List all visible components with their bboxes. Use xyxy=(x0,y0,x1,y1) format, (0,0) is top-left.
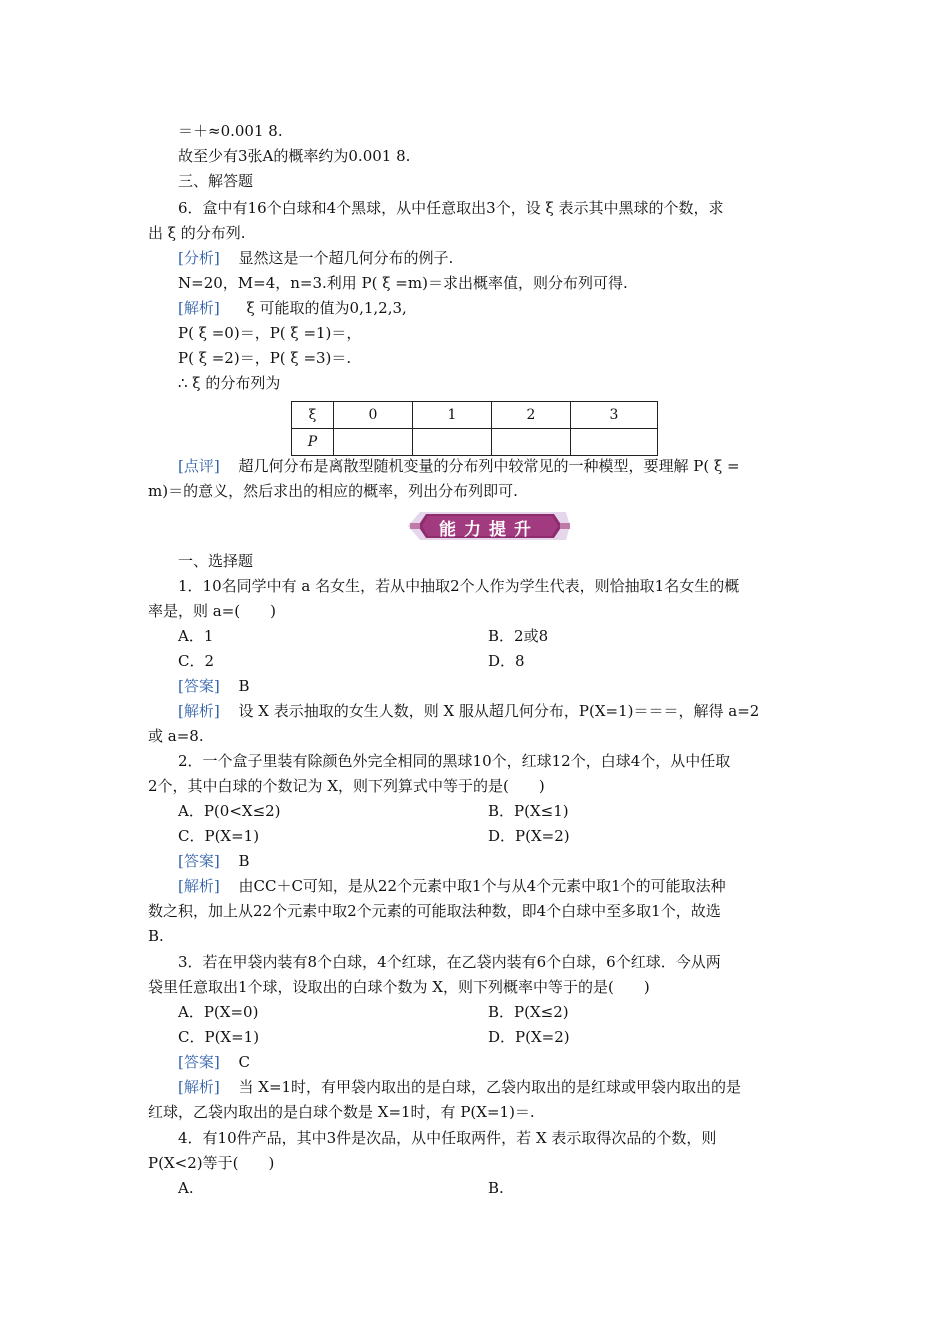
q2-answer xyxy=(178,851,250,871)
answer-tag: [答案] xyxy=(178,1053,220,1071)
q4-option-a: A. xyxy=(178,1179,194,1197)
q1-analysis-cont: 或 a=8. xyxy=(148,727,204,745)
section-banner xyxy=(404,508,574,544)
q6-stem: 6．盒中有16个白球和4个黑球，从中任意取出3个，设 ξ 表示其中黑球的个数，求 xyxy=(178,199,724,217)
q6-solution xyxy=(178,298,407,318)
table-cell: 0 xyxy=(334,402,413,429)
q3-analysis-cont: 红球，乙袋内取出的是白球个数是 X=1时，有 P(X=1)＝. xyxy=(148,1103,535,1121)
q6-solution-line4: ∴ ξ 的分布列为 xyxy=(178,374,281,392)
q3-option-b: B．P(X≤2) xyxy=(488,1003,569,1021)
q3-option-c: C．P(X=1) xyxy=(178,1028,260,1046)
answer-tag: [答案] xyxy=(178,677,220,695)
table-row xyxy=(292,429,658,456)
table-cell xyxy=(334,429,413,456)
q2-option-a: A．P(0<X≤2) xyxy=(178,802,281,820)
table-cell xyxy=(492,429,571,456)
q3-option-d: D．P(X=2) xyxy=(488,1028,570,1046)
q1-stem-cont: 率是，则 a=( ) xyxy=(148,602,276,620)
answer-value: B xyxy=(238,852,250,870)
comment-tag: [点评] xyxy=(178,457,220,475)
analysis-tag: [解析] xyxy=(178,1078,220,1096)
q1-option-a: A．1 xyxy=(178,627,214,645)
q6-comment-cont: m)＝的意义，然后求出的相应的概率，列出分布列即可. xyxy=(148,482,518,500)
table-cell xyxy=(571,429,658,456)
q2-option-b: B．P(X≤1) xyxy=(488,802,569,820)
table-cell xyxy=(413,429,492,456)
table-cell: ξ xyxy=(292,402,334,429)
analysis-text: 由CC＋C可知，是从22个元素中取1个与从4个元素中取1个的可能取法种 xyxy=(238,877,726,895)
analysis-tag: [解析] xyxy=(178,877,220,895)
q3-option-a: A．P(X=0) xyxy=(178,1003,259,1021)
answer-value: B xyxy=(238,677,250,695)
q3-stem-cont: 袋里任意取出1个球，设取出的白球个数为 X，则下列概率中等于的是( ) xyxy=(148,978,650,996)
q4-stem: 4．有10件产品，其中3件是次品，从中任取两件，若 X 表示取得次品的个数，则 xyxy=(178,1129,717,1147)
q6-analysis-cont: N=20，M=4，n=3.利用 P( ξ =m)＝求出概率值，则分布列可得. xyxy=(178,274,628,292)
solution-text: ξ 可能取的值为0,1,2,3, xyxy=(246,299,407,317)
table-cell: 1 xyxy=(413,402,492,429)
q2-analysis-cont: 数之积，加上从22个元素中取2个元素的可能取法种数，即4个白球中至多取1个，故选 xyxy=(148,902,721,920)
q4-option-b: B. xyxy=(488,1179,504,1197)
q6-stem-cont: 出 ξ 的分布列. xyxy=(148,224,246,242)
formula-line: ＝＋≈0.001 8. xyxy=(178,122,283,140)
distribution-table xyxy=(291,401,658,456)
conclusion-line: 故至少有3张A的概率约为0.001 8. xyxy=(178,147,411,165)
table-cell: P xyxy=(292,429,334,456)
q6-comment xyxy=(178,456,740,476)
answer-value: C xyxy=(238,1053,250,1071)
analysis-text: 当 X=1时，有甲袋内取出的是白球，乙袋内取出的是红球或甲袋内取出的是 xyxy=(238,1078,742,1096)
q3-answer xyxy=(178,1052,250,1072)
q1-option-b: B．2或8 xyxy=(488,627,549,645)
table-row xyxy=(292,402,658,429)
q1-stem: 1．10名同学中有 a 名女生，若从中抽取2个人作为学生代表，则恰抽取1名女生的概 xyxy=(178,577,740,595)
q2-analysis-cont: B. xyxy=(148,927,164,945)
q1-answer xyxy=(178,676,250,696)
analysis-text: 显然这是一个超几何分布的例子. xyxy=(238,249,454,267)
q3-analysis xyxy=(178,1077,741,1097)
table-cell: 2 xyxy=(492,402,571,429)
answer-tag: [答案] xyxy=(178,852,220,870)
analysis-text: 设 X 表示抽取的女生人数，则 X 服从超几何分布，P(X=1)＝＝＝，解得 a=2 xyxy=(238,702,760,720)
solution-tag: [解析] xyxy=(178,299,220,317)
q4-stem-cont: P(X<2)等于( ) xyxy=(148,1154,275,1172)
banner-label: 能力提升 xyxy=(439,520,539,540)
q3-stem: 3．若在甲袋内装有8个白球，4个红球，在乙袋内装有6个白球，6个红球．今从两 xyxy=(178,953,721,971)
q6-solution-line3: P( ξ =2)＝，P( ξ =3)＝. xyxy=(178,349,352,367)
table-cell: 3 xyxy=(571,402,658,429)
q1-analysis xyxy=(178,701,759,721)
q2-stem-cont: 2个，其中白球的个数记为 X，则下列算式中等于的是( ) xyxy=(148,777,545,795)
q1-option-c: C．2 xyxy=(178,652,215,670)
q1-option-d: D．8 xyxy=(488,652,525,670)
section-heading: 一、选择题 xyxy=(178,552,254,570)
analysis-tag: [分析] xyxy=(178,249,220,267)
q2-option-c: C．P(X=1) xyxy=(178,827,260,845)
q2-analysis xyxy=(178,876,726,896)
q6-analysis xyxy=(178,248,453,268)
q2-option-d: D．P(X=2) xyxy=(488,827,570,845)
section-heading: 三、解答题 xyxy=(178,172,254,190)
q6-solution-line2: P( ξ =0)＝，P( ξ =1)＝， xyxy=(178,324,362,342)
comment-text: 超几何分布是离散型随机变量的分布列中较常见的一种模型，要理解 P( ξ = xyxy=(238,457,740,475)
analysis-tag: [解析] xyxy=(178,702,220,720)
q2-stem: 2．一个盒子里装有除颜色外完全相同的黑球10个，红球12个，白球4个，从中任取 xyxy=(178,752,731,770)
